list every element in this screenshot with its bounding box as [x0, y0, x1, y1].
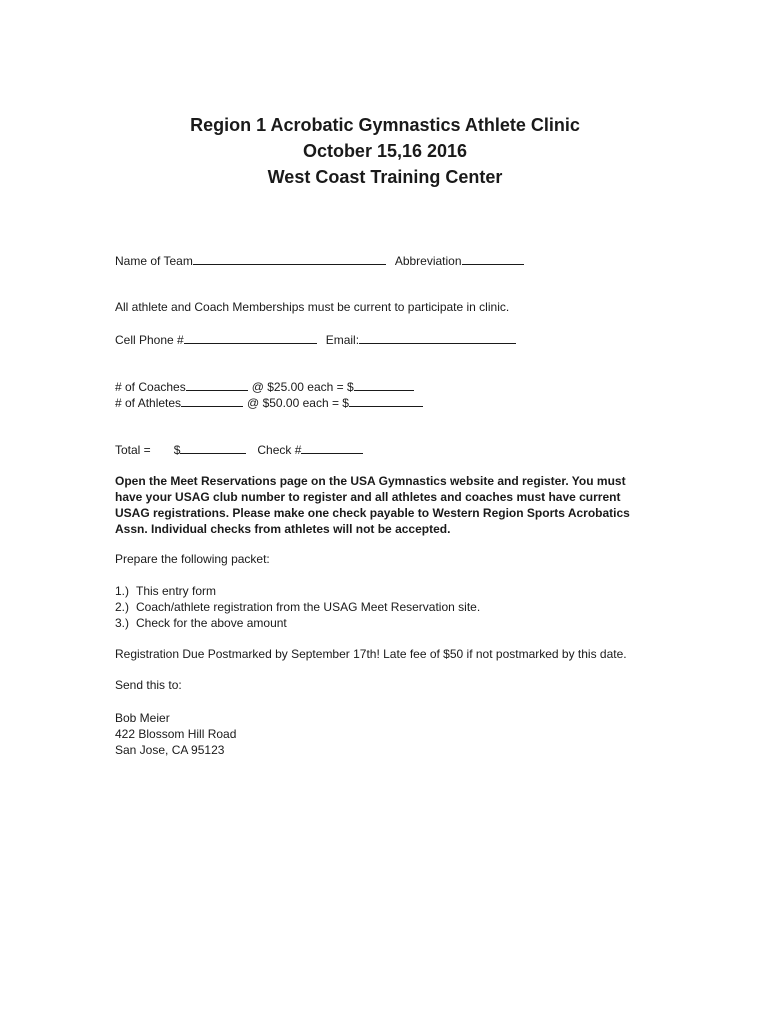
title-dates: October 15,16 2016	[302, 141, 468, 161]
athletes-rate: @ $50.00 each = $	[247, 396, 349, 410]
email-field[interactable]	[359, 332, 516, 344]
abbreviation-field[interactable]	[462, 253, 524, 265]
due-date-note: Registration Due Postmarked by September 17th! Late fee of $50 if not postmarked by this date.	[115, 647, 627, 661]
check-label: Check #	[257, 443, 302, 457]
title-venue: West Coast Training Center	[267, 167, 503, 187]
total-label: Total =	[115, 443, 151, 457]
list-text: This entry form	[136, 584, 217, 598]
abbreviation-label: Abbreviation	[394, 254, 462, 268]
list-item	[115, 615, 480, 631]
athletes-row	[115, 395, 423, 411]
total-amount-field[interactable]	[180, 442, 246, 454]
check-number-field[interactable]	[301, 442, 363, 454]
list-number: 1.)	[115, 584, 130, 598]
list-item	[115, 599, 480, 615]
cell-phone-label: Cell Phone #	[115, 333, 184, 347]
dollar-sign: $	[173, 443, 181, 457]
list-text: Check for the above amount	[136, 616, 287, 630]
list-number: 2.)	[115, 600, 130, 614]
form-title	[0, 112, 770, 190]
coaches-rate: @ $25.00 each = $	[251, 380, 354, 394]
send-label: Send this to:	[115, 678, 182, 692]
total-row	[115, 442, 363, 458]
team-label: Name of Team	[115, 254, 193, 268]
packet-list	[115, 583, 480, 631]
title-event: Region 1 Acrobatic Gymnastics Athlete Clinic	[190, 115, 580, 135]
coaches-amount-field[interactable]	[354, 379, 414, 391]
athletes-label: # of Athletes	[115, 396, 182, 410]
team-name-field[interactable]	[193, 253, 386, 265]
team-row	[115, 253, 524, 269]
cell-phone-field[interactable]	[184, 332, 317, 344]
list-number: 3.)	[115, 616, 130, 630]
coaches-count-field[interactable]	[186, 379, 248, 391]
email-label: Email:	[325, 333, 360, 347]
registration-instructions: Open the Meet Reservations page on the USA Gymnastics website and register. You must have your USAG club number to register and all athletes and coaches must have current USAG registrations. Please make one check payable to Western Region Sports Acrobatics Assn. Individual checks from athletes will not be accepted.	[115, 474, 630, 536]
contact-row	[115, 332, 516, 348]
coaches-label: # of Coaches	[115, 380, 186, 394]
athletes-count-field[interactable]	[181, 395, 243, 407]
prepare-label: Prepare the following packet:	[115, 552, 270, 566]
list-item	[115, 583, 480, 599]
list-text: Coach/athlete registration from the USAG Meet Reservation site.	[136, 600, 481, 614]
coaches-row	[115, 379, 414, 395]
membership-note: All athlete and Coach Memberships must be current to participate in clinic.	[115, 300, 510, 314]
address-street: 422 Blossom Hill Road	[115, 727, 237, 741]
mailing-address	[115, 710, 236, 758]
address-city: San Jose, CA 95123	[115, 743, 225, 757]
athletes-amount-field[interactable]	[349, 395, 423, 407]
address-name: Bob Meier	[115, 711, 170, 725]
